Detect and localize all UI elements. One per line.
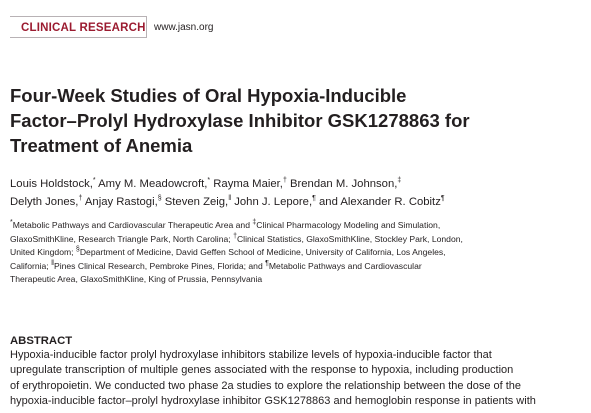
- affiliation-mark: *: [207, 177, 211, 185]
- affiliation-mark: ‡: [252, 219, 257, 227]
- title-line: Treatment of Anemia: [10, 135, 193, 156]
- affiliation-mark: †: [233, 232, 237, 240]
- affiliation-line: United Kingdom; §Department of Medicine, David Geffen School of Medicine, University of California, Los Angeles,: [10, 246, 446, 258]
- affiliation-mark: §: [157, 195, 162, 203]
- abstract-heading: ABSTRACT: [10, 335, 73, 347]
- affiliation-mark: †: [282, 177, 287, 185]
- author[interactable]: Anjay Rastogi,§: [82, 195, 162, 208]
- affiliation-line: *Metabolic Pathways and Cardiovascular Therapeutic Area and ‡Clinical Pharmacology Modeling and Simulation,: [10, 219, 441, 230]
- affiliation-mark: ¶: [312, 195, 316, 203]
- affiliation-mark: ‖: [228, 195, 232, 203]
- journal-url[interactable]: www.jasn.org: [154, 22, 214, 33]
- abstract-line: Hypoxia-inducible factor prolyl hydroxylase inhibitors stabilize levels of hypoxia-inducible factor that: [10, 349, 492, 361]
- author[interactable]: Amy M. Meadowcroft,*: [95, 177, 211, 190]
- abstract-line: hypoxia-inducible factor–prolyl hydroxylase inhibitor GSK1278863 and hemoglobin response in patients with: [10, 394, 536, 407]
- affiliation-mark: §: [75, 246, 80, 254]
- author-list: [10, 175, 580, 211]
- author[interactable]: Rayma Maier,†: [210, 177, 287, 190]
- affiliation-mark: ¶: [265, 259, 269, 267]
- article-title: [10, 83, 580, 158]
- affiliation-mark: †: [78, 195, 83, 203]
- title-line: Four-Week Studies of Oral Hypoxia-Inducible: [10, 85, 407, 106]
- section-label: CLINICAL RESEARCH: [21, 22, 146, 34]
- author[interactable]: John J. Lepore,¶: [231, 195, 316, 208]
- abstract-line: of erythropoietin. We conducted two phase 2a studies to explore the relationship between the dose of the: [10, 379, 522, 392]
- affiliation-mark: ‖: [51, 259, 54, 267]
- affiliation-mark: ‡: [397, 177, 402, 185]
- affiliations: [10, 219, 585, 287]
- abstract-line: upregulate transcription of multiple genes associated with the response to hypoxia, including production: [10, 364, 514, 377]
- affiliation-mark: *: [10, 219, 13, 227]
- affiliation-mark: ¶: [440, 195, 445, 203]
- author[interactable]: and Alexander R. Cobitz¶: [315, 195, 445, 208]
- author[interactable]: Delyth Jones,†: [10, 195, 83, 208]
- title-line: Factor–Prolyl Hydroxylase Inhibitor GSK1278863 for: [10, 110, 470, 131]
- author[interactable]: Brendan M. Johnson,‡: [286, 177, 402, 190]
- affiliation-line: GlaxoSmithKline, Research Triangle Park, North Carolina; †Clinical Statistics, GlaxoSmithKline, Stockley Park, London,: [10, 232, 463, 244]
- author[interactable]: Steven Zeig,‖: [161, 195, 232, 208]
- abstract-body: [10, 348, 582, 409]
- section-badge: [10, 16, 147, 38]
- author[interactable]: Louis Holdstock,*: [10, 177, 96, 190]
- affiliation-line: California; ‖Pines Clinical Research, Pembroke Pines, Florida; and ¶Metabolic Pathways and Cardiovascular: [10, 259, 422, 271]
- affiliation-mark: *: [92, 177, 96, 185]
- affiliation-line: Therapeutic Area, GlaxoSmithKline, King of Prussia, Pennsylvania: [10, 274, 263, 285]
